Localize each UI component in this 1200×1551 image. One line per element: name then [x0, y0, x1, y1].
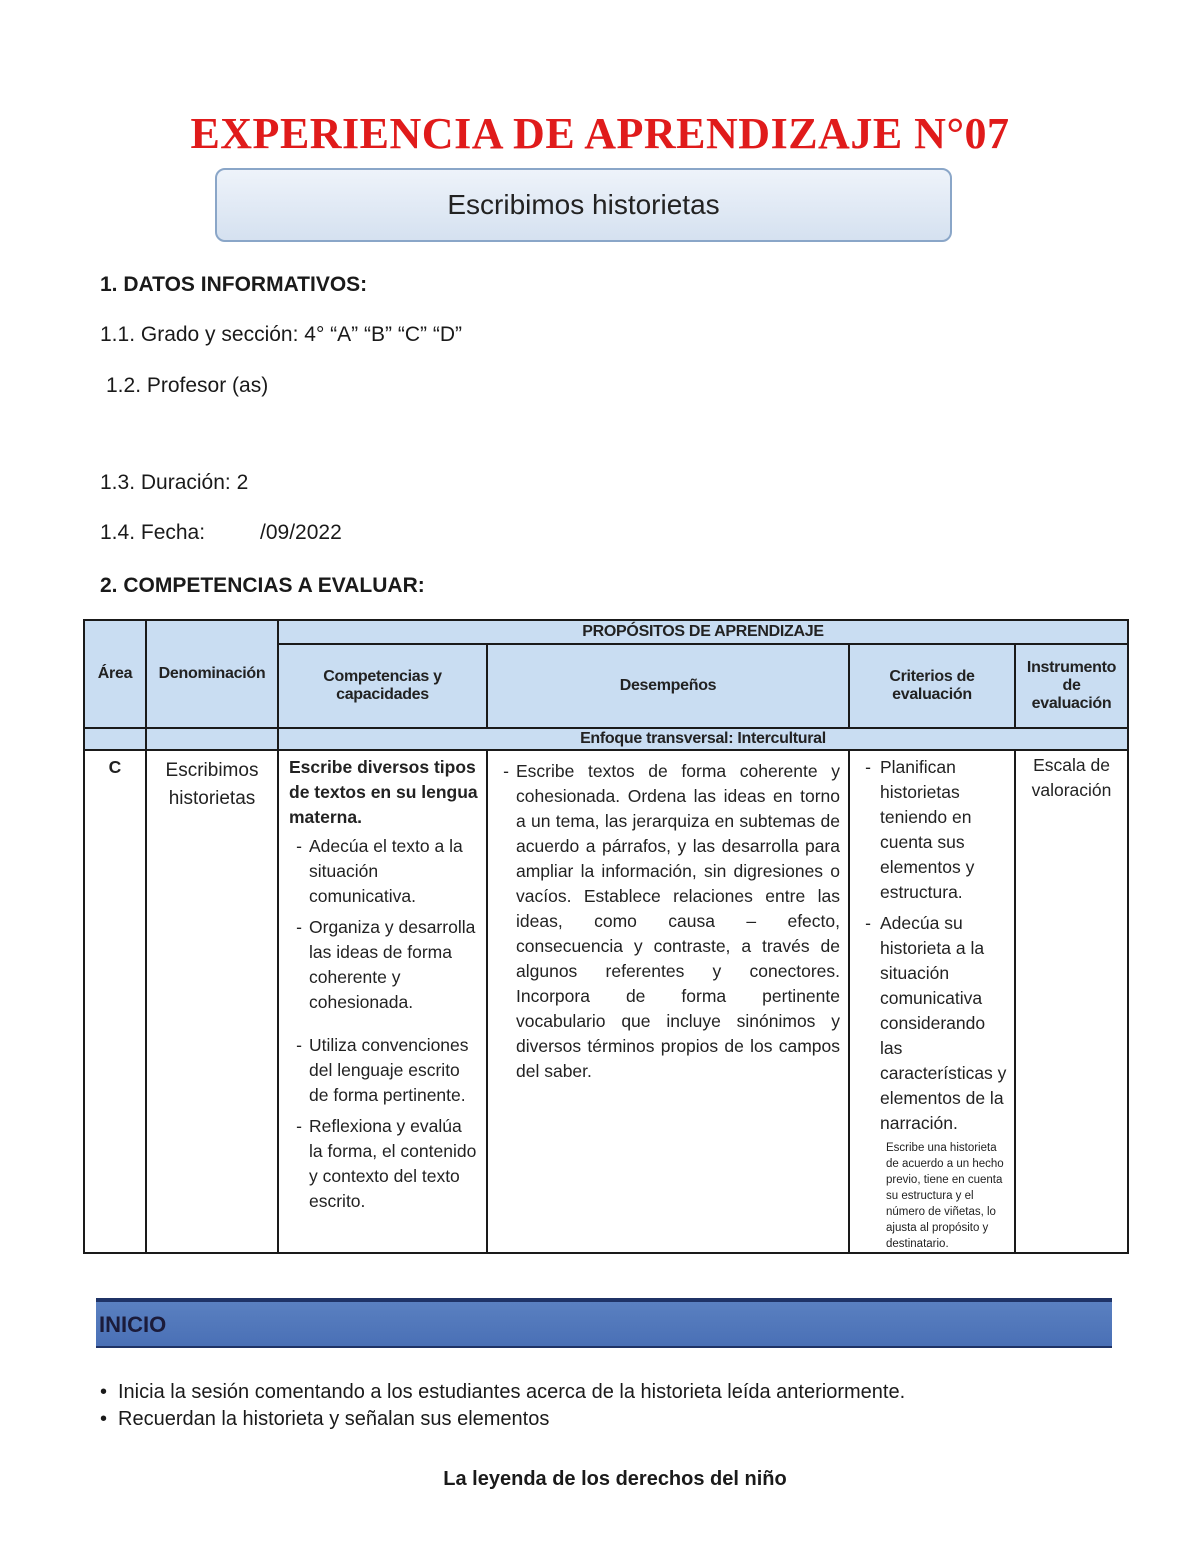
competencias-cell	[278, 750, 487, 1253]
instrumento-cell: Escala de valoración	[1015, 750, 1128, 1253]
bullet-icon: •	[100, 1408, 108, 1430]
header-competencias: Competencias y capacidades	[278, 644, 487, 728]
bullet-icon: •	[100, 1381, 108, 1403]
subtitle-text: Escribimos historietas	[447, 189, 720, 220]
section-heading-datos: 1. DATOS INFORMATIVOS:	[100, 273, 368, 296]
inicio-bullet: • Inicia la sesión comentando a los estudiantes acerca de la historieta leída anteriormente.	[100, 1381, 906, 1403]
header-desempenos: Desempeños	[487, 644, 849, 728]
denominacion-cell: Escribimos historietas	[146, 750, 278, 1253]
grado-line: 1.1. Grado y sección: 4° “A” “B” “C” “D”	[100, 323, 462, 346]
fecha-value: /09/2022	[260, 521, 342, 544]
header-criterios: Criterios de evaluación	[849, 644, 1015, 728]
duracion-line: 1.3. Duración: 2	[100, 471, 249, 494]
subtitle-box	[215, 168, 952, 242]
criterio-item: - Planifican historietas teniendo en cuenta sus elementos y estructura.	[865, 757, 975, 902]
criterio-item: - Adecúa su historieta a la situación comunicativa considerando las características y elementos de la narración.	[865, 913, 1007, 1133]
header-denominacion: Denominación	[146, 620, 278, 728]
capacidad-item: - Adecúa el texto a la situación comunicativa.	[296, 836, 463, 906]
desempeno-text: Escribe textos de forma coherente y cohesionada. Ordena las ideas en torno a un tema, las jerarquiza en subtemas de acuerdo a párrafos, y las desarrolla para ampliar la información, sin digresiones o vacíos. Establece relaciones entre las ideas, como causa – efecto, consecuencia y contraste, a través de algunos referentes y conectores. Incorpora de forma pertinente vocabulario que incluye sinónimos y diversos términos propios de los campos del saber.	[516, 761, 840, 1081]
profesor-line: 1.2. Profesor (as)	[106, 374, 269, 397]
criterios-cell	[849, 750, 1015, 1253]
competencias-table	[83, 619, 1129, 1254]
fecha-label: 1.4. Fecha:	[100, 521, 206, 544]
inicio-section-bar	[96, 1298, 1112, 1348]
story-title: La leyenda de los derechos del niño	[443, 1468, 787, 1490]
criterio-nota: Escribe una historieta de acuerdo a un hecho previo, tiene en cuenta su estructura y el número de viñetas, lo ajusta al propósito y destinatario.	[886, 1142, 1004, 1250]
header-propositos: PROPÓSITOS DE APRENDIZAJE	[278, 620, 1128, 644]
area-cell: C	[84, 750, 146, 1253]
header-instrumento: Instrumento de evaluación	[1015, 644, 1128, 728]
capacidad-item: - Reflexiona y evalúa la forma, el contenido y contexto del texto escrito.	[296, 1116, 477, 1211]
inicio-heading: INICIO	[99, 1312, 167, 1337]
enfoque-transversal: Enfoque transversal: Intercultural	[278, 728, 1128, 750]
inicio-bullet: • Recuerdan la historieta y señalan sus elementos	[100, 1408, 550, 1430]
capacidad-item: - Organiza y desarrolla las ideas de forma coherente y cohesionada.	[296, 917, 476, 1012]
page-title: EXPERIENCIA DE APRENDIZAJE N°07	[190, 109, 1010, 158]
capacidad-item: - Utiliza convenciones del lenguaje escrito de forma pertinente.	[296, 1035, 469, 1105]
section-heading-competencias: 2. COMPETENCIAS A EVALUAR:	[100, 574, 425, 597]
desempenos-cell: - Escribe textos de forma coherente y cohesionada. Ordena las ideas en torno a un tema, las jerarquiza en subtemas de acuerdo a párrafos, y las desarrolla para ampliar la información, sin digresiones o vacíos. Establece relaciones entre las ideas, como causa – efecto, consecuencia y contraste, a través de algunos referentes y conectores. Incorpora de forma pertinente vocabulario que incluye sinónimos y diversos términos propios de los campos del saber.	[487, 750, 849, 1253]
header-area: Área	[84, 620, 146, 728]
competencia-title: Escribe diversos tipos de textos en su lengua materna.	[289, 757, 478, 827]
